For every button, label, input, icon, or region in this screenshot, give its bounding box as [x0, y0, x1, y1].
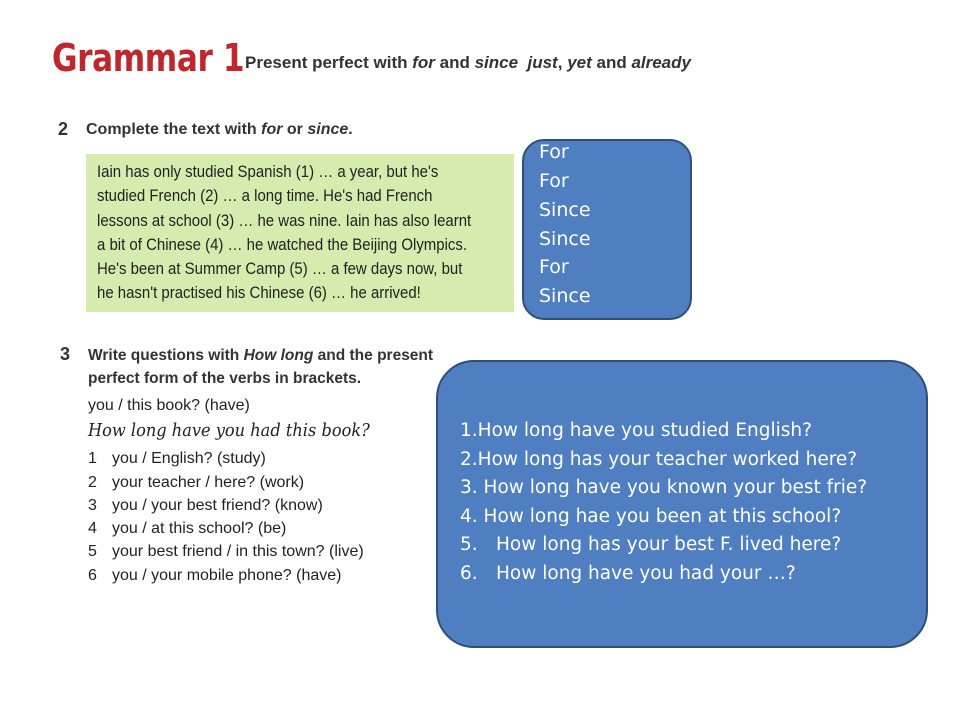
- question-number: 1: [88, 450, 97, 467]
- page-subtitle: Present perfect with for and since just, yet and already: [245, 53, 691, 72]
- exercise-3-answers-box: [436, 360, 928, 648]
- question-number: 4: [88, 520, 97, 537]
- question-number: 5: [88, 543, 97, 560]
- answer-line: 4. How long hae you been at this school?: [460, 506, 842, 527]
- exercise-2-text: [97, 160, 472, 306]
- answer-line: 6. How long have you had your …?: [460, 563, 796, 584]
- question-text: you / at this school? (be): [112, 520, 287, 537]
- text-line: studied French (2) … a long time. He's had French: [97, 186, 433, 206]
- exercise-2-instruction: Complete the text with for or since.: [86, 121, 353, 138]
- answer-item: For: [539, 256, 569, 278]
- answer-line: 1.How long have you studied English?: [460, 420, 812, 441]
- answer-item: For: [539, 170, 569, 192]
- answer-line: 3. How long have you known your best frie?: [460, 477, 868, 498]
- page-title: Grammar 1: [52, 36, 245, 80]
- text-line: He's been at Summer Camp (5) … a few days now, but: [97, 259, 463, 279]
- answer-item: For: [539, 141, 569, 163]
- question-text: your best friend / in this town? (live): [112, 543, 364, 560]
- exercise-3-example-answer: How long have you had this book?: [88, 420, 370, 441]
- text-line: Iain has only studied Spanish (1) … a year, but he's: [97, 162, 439, 181]
- question-text: you / English? (study): [112, 450, 266, 467]
- text-line: lessons at school (3) … he was nine. Iain has also learnt: [97, 210, 472, 230]
- question-number: 3: [88, 497, 97, 514]
- question-text: your teacher / here? (work): [112, 474, 305, 491]
- answer-item: Since: [539, 199, 591, 221]
- text-line: a bit of Chinese (4) … he watched the Beijing Olympics.: [97, 234, 468, 254]
- exercise-3-instruction: Write questions with How long and the present perfect form of the verbs in brackets.: [88, 347, 434, 387]
- answer-item: Since: [539, 285, 591, 307]
- question-text: you / your mobile phone? (have): [112, 567, 342, 584]
- question-number: 2: [88, 474, 97, 491]
- answer-item: Since: [539, 228, 591, 250]
- exercise-2-number: 2: [58, 119, 69, 139]
- exercise-3-number: 3: [60, 344, 71, 364]
- answer-line: 2.How long has your teacher worked here?: [460, 449, 858, 470]
- exercise-2-text-box: [86, 154, 514, 312]
- text-line: he hasn't practised his Chinese (6) … he arrived!: [97, 283, 421, 303]
- question-text: you / your best friend? (know): [112, 497, 323, 514]
- answer-line: 5. How long has your best F. lived here?: [460, 534, 842, 555]
- exercise-3-example-prompt: you / this book? (have): [88, 397, 250, 414]
- exercise-2-answers-box: [522, 139, 692, 320]
- question-number: 6: [88, 567, 97, 584]
